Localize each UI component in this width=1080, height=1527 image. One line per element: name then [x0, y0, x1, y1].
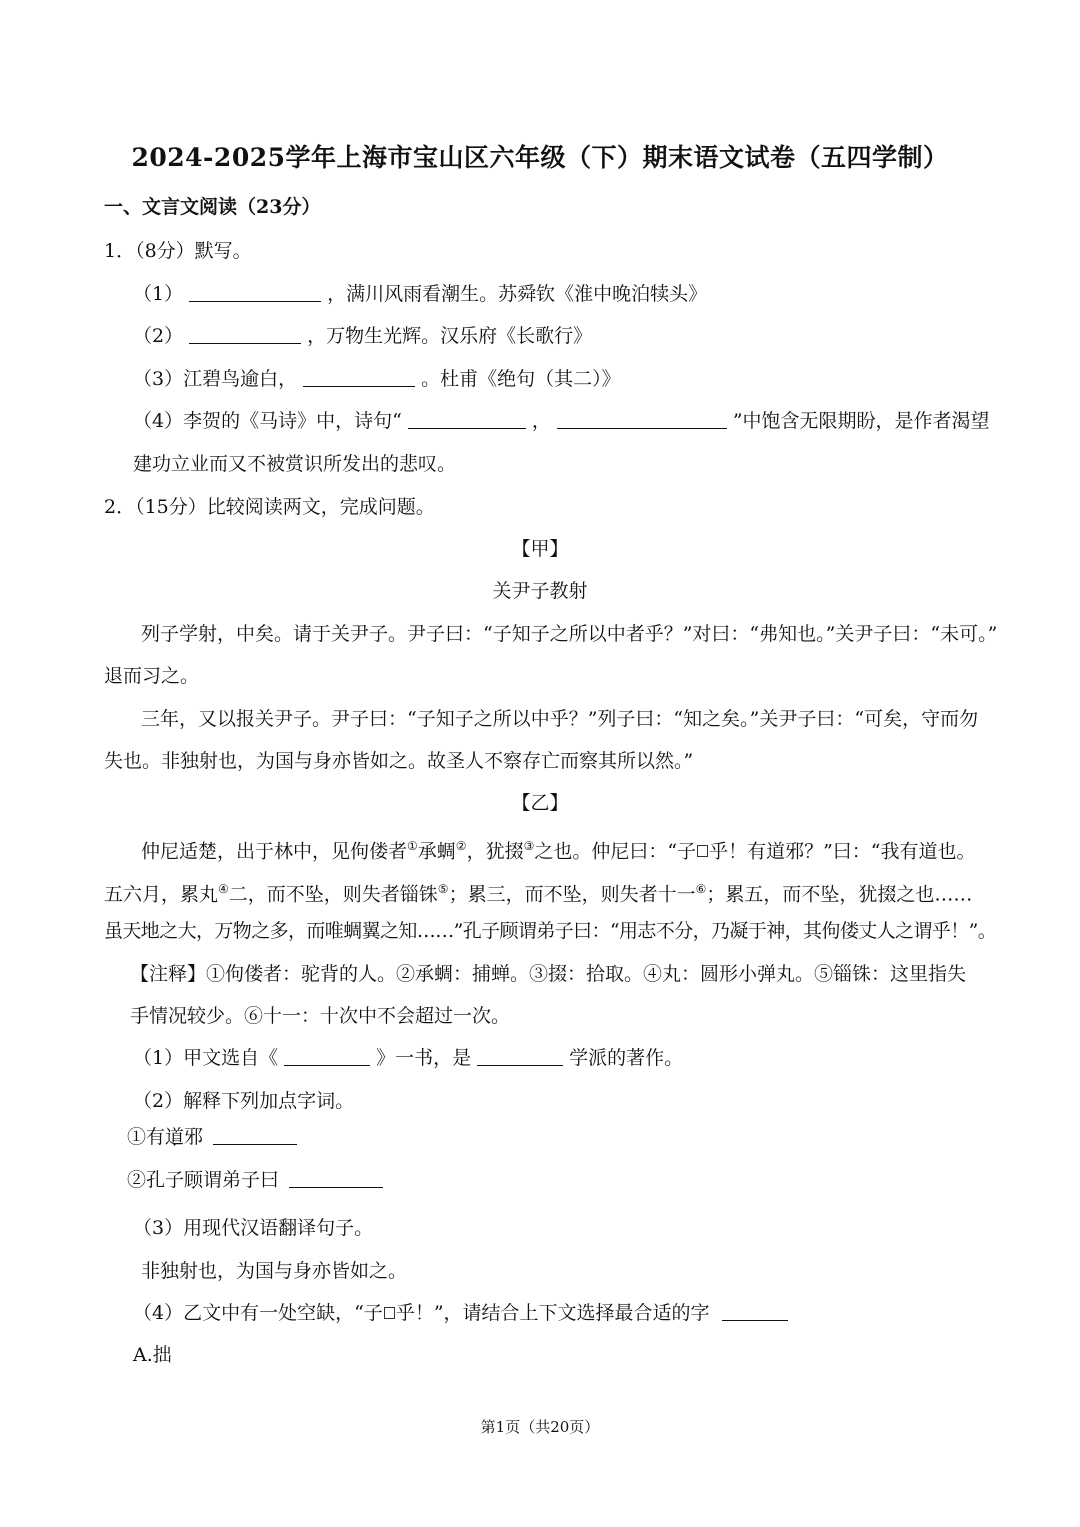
item-text: 。杜甫《绝句（其二）》	[421, 368, 621, 390]
passage-jia-title: 关尹子教射	[492, 580, 588, 602]
notes-line: 【注释】①佝偻者：驼背的人。②承蜩：捕蝉。③掇：拾取。④丸：圆形小弹丸。⑤锱铢：这里指失	[130, 963, 967, 985]
text: ，犹掇	[466, 840, 524, 863]
item-number: （1）	[133, 283, 184, 305]
q2-sub-2: （2）解释下列加点字词。	[133, 1090, 355, 1112]
passage-yi-line	[141, 833, 976, 864]
text: ②孔子	[127, 1169, 185, 1191]
q2-sub-4	[133, 1300, 794, 1326]
passage-jia-line: 三年，又以报关尹子。尹子曰：“子知子之所以中乎？”列子曰：“知之矣。”关尹子曰：“可矣，守而勿	[141, 708, 979, 730]
q1-item-4	[133, 408, 990, 434]
q1-item-3	[133, 366, 621, 392]
q2-sub-2-item-1	[127, 1124, 303, 1150]
footnote-marker: ④	[218, 882, 229, 896]
passage-jia-label: 【甲】	[511, 538, 569, 560]
text: 邪	[184, 1126, 204, 1148]
dotted-char: 道	[165, 1126, 185, 1148]
text: 乎！有道邪？”曰：“我有道也。	[709, 840, 976, 863]
passage-jia-line: 退而习之。	[104, 665, 200, 687]
text: 谓弟子曰	[203, 1169, 280, 1191]
footnote-marker: ⑥	[695, 882, 707, 896]
q2-sub-2-item-2	[127, 1167, 389, 1193]
q2-sub-1	[133, 1045, 683, 1071]
text: 之也。仲尼曰：“子	[534, 840, 697, 863]
text: 仲尼适楚，出于林中，见佝偻者	[141, 840, 408, 863]
item-text: ，满川风雨看潮生。苏舜钦《淮中晚泊犊头》	[327, 283, 708, 305]
item-text: （4）李贺的《马诗》中，诗句“	[133, 410, 402, 432]
text: 五六月，累丸	[104, 883, 219, 906]
answer-blank[interactable]	[289, 1169, 383, 1188]
missing-char-box	[384, 1307, 395, 1319]
answer-blank[interactable]	[213, 1126, 297, 1145]
option-a[interactable]: A.拙	[133, 1344, 172, 1366]
footnote-marker: ③	[523, 839, 535, 853]
q2-sub-3: （3）用现代汉语翻译句子。	[133, 1217, 374, 1239]
notes-line: 手情况较少。⑥十一：十次中不会超过一次。	[130, 1005, 511, 1027]
item-number: （2）	[133, 325, 184, 347]
q1-item-1	[133, 281, 707, 307]
item-text: ，	[531, 410, 551, 432]
passage-jia-line: 失也。非独射也，为国与身亦皆如之。故圣人不察存亡而察其所以然。”	[104, 750, 694, 772]
text: 乎！”，请结合上下文选择最合适的字	[395, 1302, 710, 1324]
answer-blank[interactable]	[408, 410, 526, 429]
text: ①有	[127, 1126, 166, 1148]
item-text: ，万物生光辉。汉乐府《长歌行》	[307, 325, 593, 347]
text: 承蜩	[417, 840, 456, 863]
question-2-stem: 2．（15分）比较阅读两文，完成问题。	[104, 496, 435, 518]
passage-jia-line: 列子学射，中矣。请于关尹子。尹子曰：“子知子之所以中者乎？”对曰：“弗知也。”关尹子曰：“未可。”	[141, 623, 998, 645]
question-1-stem: 1．（8分）默写。	[104, 240, 252, 262]
answer-blank[interactable]	[477, 1047, 563, 1066]
footnote-marker: ⑤	[437, 882, 449, 896]
answer-blank[interactable]	[722, 1302, 788, 1321]
answer-blank[interactable]	[189, 283, 321, 302]
page-footer: 第1页（共20页）	[480, 1418, 600, 1436]
answer-blank[interactable]	[189, 325, 301, 344]
q2-sub-3-sentence: 非独射也，为国与身亦皆如之。	[141, 1260, 408, 1282]
passage-yi-label: 【乙】	[511, 792, 569, 814]
text: 学派的著作。	[569, 1047, 684, 1069]
q1-item-2	[133, 323, 592, 349]
text: （1）甲文选自《	[133, 1047, 279, 1069]
text: （4）乙文中有一处空缺，“子	[133, 1302, 383, 1324]
q1-item-4-line2: 建功立业而又不被赏识所发出的悲叹。	[133, 453, 457, 475]
footnote-marker: ②	[455, 839, 467, 853]
missing-char-box	[697, 845, 708, 857]
passage-yi-line	[104, 876, 972, 907]
text: ；累五，而不坠，犹掇之也……	[706, 883, 973, 906]
page-title: 2024-2025学年上海市宝山区六年级（下）期末语文试卷（五四学制）	[131, 143, 949, 172]
text: ；累三，而不坠，则失者十一	[448, 883, 696, 906]
answer-blank[interactable]	[557, 410, 727, 429]
footnote-marker: ①	[407, 839, 418, 853]
dotted-char: 顾	[184, 1169, 204, 1191]
item-text: （3）江碧鸟逾白，	[133, 368, 298, 390]
section-heading: 一、文言文阅读（23分）	[104, 196, 321, 218]
answer-blank[interactable]	[303, 368, 415, 387]
item-text: ”中饱含无限期盼，是作者渴望	[732, 410, 990, 432]
text: 》一书，是	[376, 1047, 472, 1069]
text: 二，而不坠，则失者锱铢	[228, 883, 438, 906]
passage-yi-line: 虽天地之大，万物之多，而唯蜩翼之知……”孔子顾谓弟子曰：“用志不分，乃凝于神，其佝偻丈人之谓乎！”。	[104, 920, 997, 942]
answer-blank[interactable]	[284, 1047, 370, 1066]
